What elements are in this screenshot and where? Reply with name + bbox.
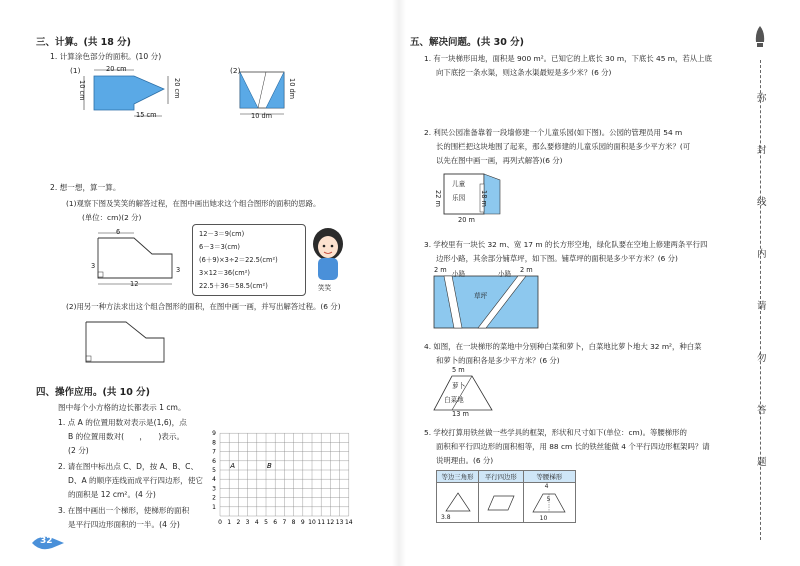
x-tick-label: 8 [291, 519, 296, 526]
binding-char-5: 请 [757, 301, 767, 312]
r-q3-line1: 3. 学校里有一块长 32 m、宽 17 m 的长方形空地，绿化队要在空地上修建两条平行四 [424, 240, 708, 249]
x-tick-label: 13 [335, 519, 344, 526]
girl-illustration [306, 224, 350, 288]
calc-line-4: 3×12＝36(cm²) [199, 269, 250, 277]
x-tick-label: 3 [245, 519, 250, 526]
solution-box [192, 224, 306, 296]
binding-strip [745, 0, 800, 566]
lawn-width2: 2 m [520, 266, 533, 274]
section4-title: 四、操作应用。(共 10 分) [36, 387, 151, 398]
veg-luobo: 萝卜 [452, 382, 466, 390]
lawn-grass: 草坪 [474, 292, 488, 300]
x-tick-label: 0 [218, 519, 222, 526]
x-tick-label: 5 [264, 519, 268, 526]
q2-part2-figure [74, 312, 184, 370]
girl-name: 笑笑 [318, 284, 332, 292]
page-number: 32 [40, 536, 53, 546]
lawn-width1: 2 m [434, 266, 447, 274]
fig1-label: (1) [70, 66, 81, 75]
x-tick-label: 10 [308, 519, 316, 526]
lawn-figure [430, 266, 550, 332]
r-q4-line1: 4. 如图，在一块梯形的菜地中分别种白菜和萝卜，白菜地比萝卜地大 32 m²，种白菜 [424, 342, 702, 351]
calc-line-2: 6－3＝3(cm) [199, 243, 240, 251]
x-tick-label: 9 [300, 519, 305, 526]
fig1-bottom-dim: 15 cm [136, 111, 157, 119]
veg-baicai: 白菜地 [444, 396, 464, 404]
veg-bottom: 13 m [452, 410, 469, 418]
r-q3-line2: 边形小路，其余部分铺草坪，如下图。铺草坪的面积是多少平方米？(6 分) [436, 254, 678, 263]
cell-parallelogram [479, 483, 524, 523]
q1-title: 1. 计算涂色部分的面积。(10 分) [50, 52, 162, 61]
r-q5-line1: 5. 学校打算用铁丝做一些学具的框架，形状和尺寸如下(单位：cm)。等腰梯形的 [424, 428, 687, 437]
lawn-road1: 小路 [452, 270, 466, 278]
x-tick-label: 2 [236, 519, 241, 526]
lawn-road2: 小路 [498, 270, 512, 278]
q4-s1-line3: (2 分) [68, 446, 89, 455]
y-tick-label: 5 [212, 467, 216, 474]
r-q4-line2: 和萝卜的面积各是多少平方米？(6 分) [436, 356, 560, 365]
playground-h22: 22 m [434, 190, 442, 207]
y-tick-label: 3 [212, 485, 216, 493]
r-q1-line2: 向下底挖一条水渠，则这条水渠最短是多少米？(6 分) [436, 68, 612, 77]
r-q5-line3: 说明理由。(6 分) [436, 456, 494, 465]
fig2-diagram [236, 64, 316, 124]
y-tick-label: 9 [212, 430, 216, 438]
playground-b20: 20 m [458, 216, 475, 224]
fig1-left-dim: 10 cm [78, 80, 86, 101]
q4-s2-line3: 的面积是 12 cm²。(4 分) [68, 490, 156, 499]
x-tick-label: 4 [254, 519, 259, 526]
fig1-shaded-shape [94, 76, 164, 110]
binding-char-3: 线 [757, 197, 767, 208]
binding-char-8: 题 [757, 457, 767, 468]
q4-s1-line2: B 的位置用数对( ， )表示。 [68, 432, 185, 441]
y-tick-label: 6 [212, 457, 216, 465]
calc-line-3: (6＋9)×3÷2＝22.5(cm²) [199, 256, 278, 264]
y-tick-label: 1 [212, 503, 216, 511]
fig1-diagram [76, 64, 186, 124]
playground-h18: 18 m [480, 190, 488, 207]
x-tick-label: 6 [273, 519, 278, 526]
trap-top-dim: 4 [544, 483, 549, 490]
point-b: B [267, 461, 272, 470]
trap-bottom-dim: 10 [539, 515, 548, 522]
header-triangle: 等边三角形 [437, 471, 479, 483]
fig1-right-dim: 20 cm [173, 78, 181, 99]
q2-part2: (2)用另一种方法求出这个组合图形的面积，在图中画一画，并写出解答过程。(6 分) [66, 302, 341, 311]
q2-dim-top: 6 [116, 228, 121, 236]
fig1-top-dim: 20 cm [106, 65, 127, 73]
triangle-dim: 3.8 [441, 514, 451, 521]
playground-label2: 乐园 [452, 194, 466, 202]
calc-line-5: 22.5＋36＝58.5(cm²) [199, 282, 268, 290]
r-q2-line3: 以先在图中画一画，再列式解答)(6 分) [436, 156, 563, 165]
binding-char-6: 勿 [757, 353, 767, 364]
r-q2-line2: 长的围栏把这块地围了起来，那么要修建的儿童乐园的面积是多少平方米？(可 [436, 142, 691, 151]
header-parallelogram: 平行四边形 [479, 471, 524, 483]
coordinate-grid [208, 420, 358, 526]
trap-h-dim: 5 [546, 496, 551, 503]
header-trapezoid: 等腰梯形 [523, 471, 575, 483]
shapes-table [436, 470, 576, 523]
rocket-icon [753, 24, 767, 54]
binding-char-7: 答 [757, 405, 767, 416]
calc-line-1: 12－3＝9(cm) [199, 230, 245, 238]
x-tick-label: 11 [317, 519, 326, 526]
r-q1-line1: 1. 有一块梯形田地，面积是 900 m²。已知它的上底长 30 m，下底长 45 m，若从上底 [424, 54, 712, 63]
fig2-right-dim: 10 dm [288, 78, 296, 100]
q2-dim-side: 3 [91, 262, 96, 270]
cell-triangle [437, 483, 479, 523]
q4-s2-line2: D、A 的顺序连线而成平行四边形，使它 [68, 476, 203, 485]
x-tick-label: 12 [326, 519, 335, 526]
q2-dim-right: 3 [176, 266, 181, 274]
y-tick-label: 4 [212, 476, 216, 484]
q2-part1-line1: (1)观察下图及笑笑的解答过程，在图中画出她求这个组合图形的面积的思路。 [66, 199, 321, 208]
binding-char-1: 弥 [757, 93, 767, 104]
q2-part1-line2: (单位：cm)(2 分) [82, 213, 142, 222]
cell-trapezoid [523, 483, 575, 523]
q2-dim-bottom: 12 [130, 280, 139, 288]
y-tick-label: 8 [212, 439, 216, 447]
section5-title: 五、解决问题。(共 30 分) [410, 37, 525, 48]
q4-s3-line2: 是平行四边形面积的一半。(4 分) [68, 520, 180, 529]
fig2-label: (2) [230, 66, 241, 75]
y-tick-label: 7 [212, 448, 216, 456]
q4-s3-line1: 3. 在图中画出一个梯形，使梯形的面积 [58, 506, 190, 515]
q4-s1-line1: 1. 点 A 的位置用数对表示是(1,6)，点 [58, 418, 187, 427]
q2-title: 2. 想一想，算一算。 [50, 183, 121, 192]
binding-char-2: 封 [757, 145, 767, 156]
x-tick-label: 1 [227, 519, 232, 526]
center-fold [392, 0, 406, 566]
q4-s2-line1: 2. 请在图中标出点 C、D，按 A、B、C、 [58, 462, 199, 471]
veg-top: 5 m [452, 366, 465, 374]
r-q5-line2: 面积和平行四边形的面积相等，用 88 cm 长的铁丝能做 4 个平行四边形框架吗？请 [436, 442, 710, 451]
binding-char-4: 内 [757, 249, 767, 260]
x-tick-label: 7 [282, 519, 287, 526]
r-q2-line1: 2. 利民公园准备靠着一段墙修建一个儿童乐园(如下图)。公园的管理员用 54 m [424, 128, 683, 137]
y-tick-label: 2 [212, 494, 216, 502]
x-tick-label: 14 [344, 519, 353, 526]
playground-label1: 儿童 [452, 180, 466, 188]
q4-intro: 图中每个小方格的边长都表示 1 cm。 [58, 403, 186, 412]
fig2-bottom-dim: 10 dm [251, 112, 273, 120]
point-a: A [230, 461, 235, 470]
section3-title: 三、计算。(共 18 分) [36, 37, 132, 48]
